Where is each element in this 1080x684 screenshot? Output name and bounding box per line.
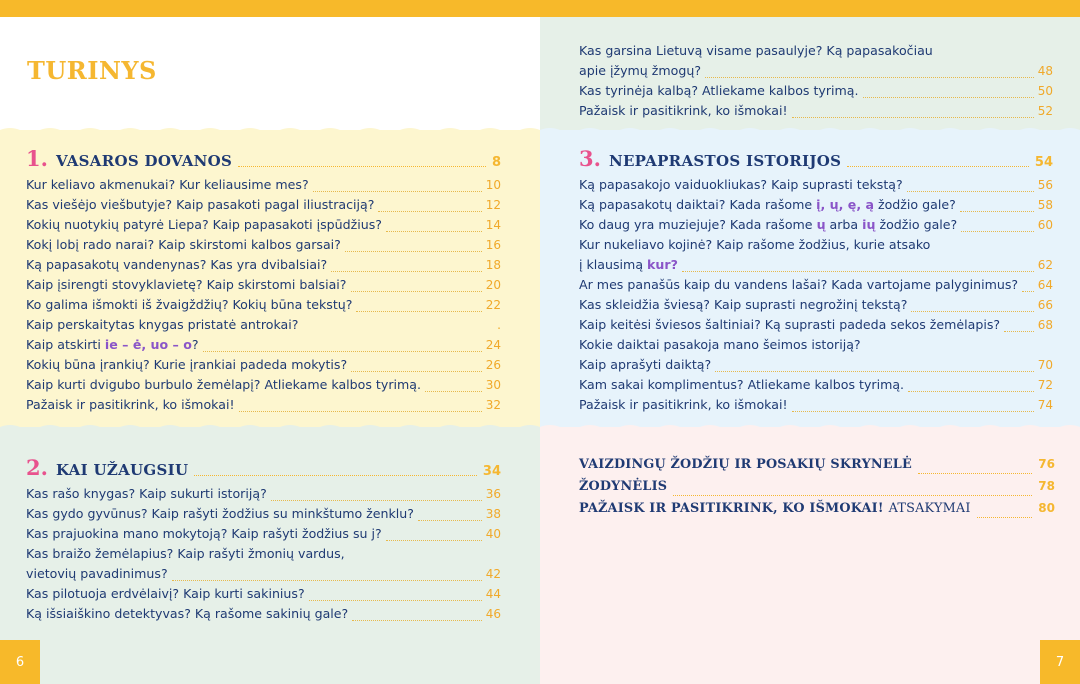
section-1-panel (0, 130, 540, 427)
wave-divider (540, 423, 1080, 431)
page-number-right: 7 (1040, 640, 1080, 684)
section-number: 1. (26, 146, 48, 171)
title-panel (0, 17, 540, 130)
highlighted-letters: ių (862, 217, 876, 232)
toc-entry[interactable]: Kas braižo žemėlapius? Kaip rašyti žmonių vardus, (26, 546, 345, 561)
toc-entry[interactable]: Kokių nuotykių patyrė Liepa? Kaip papasakoti įspūdžius? 14 (26, 217, 501, 232)
section-number: 3. (579, 146, 601, 171)
dot-leader (847, 165, 1029, 167)
section-2-continued-panel (540, 17, 1080, 130)
toc-entry[interactable]: Kokių būna įrankių? Kurie įrankiai padeda mokytis? 26 (26, 357, 501, 372)
toc-entry[interactable]: Kaip keitėsi šviesos šaltiniai? Ką suprasti padeda sekos žemėlapis? 68 (579, 317, 1053, 332)
toc-entry[interactable]: Kur keliavo akmenukai? Kur keliausime mes? 10 (26, 177, 501, 192)
wave-divider (0, 126, 540, 134)
toc-entry[interactable]: Kaip įsirengti stovyklavietę? Kaip skirstomi balsiai? 20 (26, 277, 501, 292)
highlighted-letters: ie – ė, uo – o (104, 337, 192, 352)
section-2-heading[interactable] (26, 455, 501, 480)
appendix-entry[interactable]: PAŽAISK IR PASITIKRINK, KO IŠMOKAI! ATSAKYMAI 80 (579, 501, 1055, 516)
toc-entry[interactable]: Ar mes panašūs kaip du vandens lašai? Kada vartojame palyginimus? 64 (579, 277, 1053, 292)
wave-divider (540, 126, 1080, 134)
toc-entry[interactable]: Ką papasakotų vandenynas? Kas yra dvibalsiai? 18 (26, 257, 501, 272)
toc-entry[interactable]: Ko galima išmokti iš žvaigždžių? Kokių būna tekstų? 22 (26, 297, 501, 312)
section-page: 54 (1034, 155, 1053, 170)
toc-entry[interactable]: Kokie daiktai pasakoja mano šeimos istoriją? (579, 337, 861, 352)
section-title: NEPAPRASTOS ISTORIJOS (608, 152, 842, 170)
highlighted-letters: kur? (647, 257, 678, 272)
toc-entry[interactable]: Kam sakai komplimentus? Atliekame kalbos tyrimą. 72 (579, 377, 1053, 392)
appendix-entry[interactable]: ŽODYNĖLIS 78 (579, 479, 1055, 494)
dot-leader (194, 474, 477, 476)
toc-entry[interactable]: Pažaisk ir pasitikrink, ko išmokai! 52 (579, 103, 1053, 118)
toc-entry[interactable]: Kaip kurti dvigubo burbulo žemėlapį? Atliekame kalbos tyrimą. 30 (26, 377, 501, 392)
toc-entry[interactable]: Ką papasakojo vaiduokliukas? Kaip suprasti tekstą? 56 (579, 177, 1053, 192)
section-page: 8 (491, 155, 501, 170)
section-2-entries (26, 486, 501, 626)
toc-entry[interactable]: Kaip aprašyti daiktą? 70 (579, 357, 1053, 372)
highlighted-letters: į, ų, ę, ą (816, 197, 874, 212)
section-3-heading[interactable] (579, 146, 1053, 171)
section-page: 34 (482, 464, 501, 479)
toc-entry[interactable]: Pažaisk ir pasitikrink, ko išmokai! 74 (579, 397, 1053, 412)
highlighted-letters: ų (816, 217, 826, 232)
dot-leader (238, 165, 486, 167)
section-3-entries (579, 177, 1053, 417)
toc-entry[interactable]: Ką papasakotų daiktai? Kada rašome į, ų, ę, ą žodžio gale? 58 (579, 197, 1053, 212)
toc-entry[interactable]: Kas skleidžia šviesą? Kaip suprasti negrožinį tekstą? 66 (579, 297, 1053, 312)
toc-entry[interactable]: Pažaisk ir pasitikrink, ko išmokai! 32 (26, 397, 501, 412)
toc-entry[interactable]: Ko daug yra muziejuje? Kada rašome ų arba ių žodžio gale? 60 (579, 217, 1053, 232)
appendix-entries (579, 457, 1055, 523)
toc-entry[interactable]: Kas garsina Lietuvą visame pasaulyje? Ką papasakočiau (579, 43, 933, 58)
top-accent-bar (0, 0, 1080, 17)
toc-entry[interactable]: apie įžymų žmogų? 48 (579, 63, 1053, 78)
section-1-entries (26, 177, 501, 417)
toc-entry[interactable]: Kas pilotuoja erdvėlaivį? Kaip kurti sakinius? 44 (26, 586, 501, 601)
toc-entry[interactable]: Kaip atskirti ie – ė, uo – o? 24 (26, 337, 501, 352)
toc-entry[interactable]: Kur nukeliavo kojinė? Kaip rašome žodžius, kurie atsako (579, 237, 931, 252)
section-2-panel (0, 427, 540, 684)
wave-divider (0, 423, 540, 431)
section-number: 2. (26, 455, 48, 480)
section-title: KAI UŽAUGSIU (55, 461, 189, 479)
page-number-left: 6 (0, 640, 40, 684)
toc-entry[interactable]: į klausimą kur? 62 (579, 257, 1053, 272)
section-title: VASAROS DOVANOS (55, 152, 233, 170)
section-1-heading[interactable] (26, 146, 501, 171)
section-3-panel (540, 130, 1080, 427)
section-2-continued-entries (579, 43, 1053, 123)
toc-entry[interactable]: Ką išsiaiškino detektyvas? Ką rašome sakinių gale? 46 (26, 606, 501, 621)
toc-entry[interactable]: Kas rašo knygas? Kaip sukurti istoriją? 36 (26, 486, 501, 501)
appendix-entry[interactable]: VAIZDINGŲ ŽODŽIŲ IR POSAKIŲ SKRYNELĖ 76 (579, 457, 1055, 472)
toc-entry[interactable]: Kaip perskaitytas knygas pristatė antrokai? . (26, 317, 501, 332)
toc-entry[interactable]: Kas tyrinėja kalbą? Atliekame kalbos tyrimą. 50 (579, 83, 1053, 98)
toc-entry[interactable]: Kokį lobį rado narai? Kaip skirstomi kalbos garsai? 16 (26, 237, 501, 252)
toc-entry[interactable]: Kas prajuokina mano mokytoją? Kaip rašyti žodžius su j? 40 (26, 526, 501, 541)
toc-entry[interactable]: Kas gydo gyvūnus? Kaip rašyti žodžius su minkštumo ženklu? 38 (26, 506, 501, 521)
toc-entry[interactable]: Kas viešėjo viešbutyje? Kaip pasakoti pagal iliustraciją? 12 (26, 197, 501, 212)
page-title: TURINYS (27, 56, 157, 85)
appendix-panel (540, 427, 1080, 684)
toc-entry[interactable]: vietovių pavadinimus? 42 (26, 566, 501, 581)
